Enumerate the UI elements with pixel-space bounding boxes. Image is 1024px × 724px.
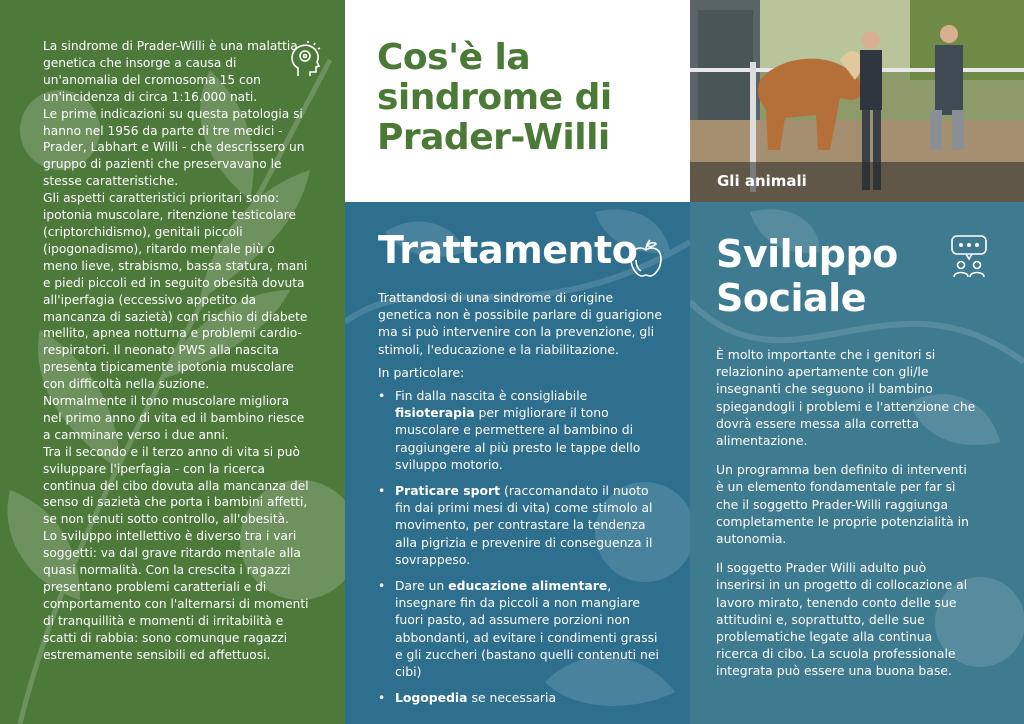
item-text: per migliorare il tono muscolare e permettere al bambino di raggiungere al più presto le tappe dello sviluppo motorio. bbox=[395, 405, 641, 472]
heading-line: Sociale bbox=[716, 276, 866, 320]
list-item bbox=[378, 482, 662, 568]
item-text: , insegnare fin da piccoli a non mangiare fuori pasto, ad assumere porzioni non abbondanti, ad evitare i condimenti grassi e gli zuccheri (bastano quelli contenuti nei cibi) bbox=[395, 578, 659, 680]
sociale-paragraph: Un programma ben definito di interventi è un elemento fondamentale per far sì che il soggetto Prader-Willi raggiunga completamente le proprie potenzialità in autonomia. bbox=[716, 462, 969, 547]
trattamento-heading: Trattamento bbox=[378, 228, 638, 272]
intro-paragraph: Normalmente il tono muscolare migliora nel primo anno di vita ed il bambino riesce a camminare verso i due anni. bbox=[43, 394, 305, 442]
intro-paragraph: Lo sviluppo intellettivo è diverso tra i vari soggetti: va dal grave ritardo mentale alla quasi normalità. Con la crescita i ragazzi presentano problemi caratteriali e di comportamento con l'alternarsi di momenti di tranquillità e momenti di irritabilità e scatti di rabbia: sono comunque ragazzi estremamente sensibili ed affettuosi. bbox=[43, 529, 309, 662]
photo-caption-text: Gli animali bbox=[717, 172, 807, 190]
item-bold: Logopedia bbox=[395, 690, 468, 706]
item-text: se necessaria bbox=[467, 690, 557, 706]
animals-photo bbox=[690, 0, 1024, 202]
photo-caption bbox=[690, 162, 1024, 202]
list-item bbox=[378, 577, 662, 680]
sociale-body bbox=[716, 346, 978, 686]
item-text: Fin dalla nascita è consigliabile bbox=[395, 388, 588, 404]
page-title bbox=[377, 38, 677, 158]
intro-paragraph: La sindrome di Prader-Willi è una malattia genetica che insorge a causa di un'anomalia del cromosoma 15 con un'incidenza di circa 1:16.000 nati. bbox=[43, 39, 298, 104]
trattamento-list bbox=[378, 387, 662, 706]
apple-icon bbox=[628, 238, 664, 278]
intro-paragraph: Le prime indicazioni su questa patologia si hanno nel 1956 da parte di tre medici - Prader, Labhart e Willi - che descrissero un gruppo di pazienti che preservavano le stesse caratteristiche. bbox=[43, 106, 305, 189]
title-line: Cos'è la bbox=[377, 37, 531, 78]
intro-text bbox=[43, 38, 311, 664]
trattamento-lead: In particolare: bbox=[378, 364, 465, 380]
trattamento-body bbox=[378, 289, 662, 715]
list-item bbox=[378, 387, 662, 473]
intro-panel bbox=[0, 0, 345, 724]
brain-head-icon bbox=[288, 40, 324, 80]
intro-paragraph: Tra il secondo e il terzo anno di vita si può sviluppare l'iperfagia - con la ricerca continua del cibo dovuta alla mancanza del senso di sazietà che porta i bambini affetti, se non tenuti sotto controllo, all'obesità. bbox=[43, 444, 309, 527]
item-bold: educazione alimentare bbox=[448, 578, 608, 594]
list-item bbox=[378, 689, 662, 706]
item-bold: fisioterapia bbox=[395, 405, 475, 421]
item-text: (raccomandato il nuoto fin dai primi mesi di vita) come stimolo al movimento, per contrastare la tendenza alla pigrizia e prevenire di conseguenza il sovrappeso. bbox=[395, 483, 653, 567]
intro-paragraph: Gli aspetti caratteristici prioritari sono: ipotonia muscolare, ritenzione testicolare (criptorchidismo), genitali piccoli (ipogonadismo), ritardo mentale più o meno lieve, strabismo, bassa statura, mani e piedi piccoli ed in seguito obesità dovuta all'iperfagia (eccessivo appetito da mancanza di sazietà) con rischio di diabete mellito, apnea notturna e problemi cardio-respiratori. Il neonato PWS alla nascita presenta tipicamente ipotonia muscolare con difficoltà nella suzione. bbox=[43, 191, 308, 392]
item-text: Dare un bbox=[395, 578, 449, 594]
item-bold: Praticare sport bbox=[395, 483, 501, 499]
chat-people-icon bbox=[948, 234, 990, 278]
heading-line: Sviluppo bbox=[716, 232, 898, 276]
trattamento-intro: Trattandosi di una sindrome di origine genetica non è possibile parlare di guarigione ma si può intervenire con la prevenzione, gli stimoli, l'educazione e la riabilitazione. bbox=[378, 290, 662, 357]
sociale-paragraph: Il soggetto Prader Willi adulto può inserirsi in un progetto di collocazione al lavoro mirato, tenendo conto delle sue attitudini e, soprattutto, delle sue problematiche legate alla continua ricerca di cibo. La scuola professionale integrata può essere una buona base. bbox=[716, 560, 968, 679]
title-line: sindrome di bbox=[377, 77, 612, 118]
sociale-heading bbox=[716, 232, 898, 320]
sociale-paragraph: È molto importante che i genitori si relazionino apertamente con gli/le insegnanti che seguono il bambino spiegandogli i problemi e l'attenzione che dovrà essere messa alla corretta alimentazione. bbox=[716, 347, 976, 449]
title-line: Prader-Willi bbox=[377, 117, 610, 158]
